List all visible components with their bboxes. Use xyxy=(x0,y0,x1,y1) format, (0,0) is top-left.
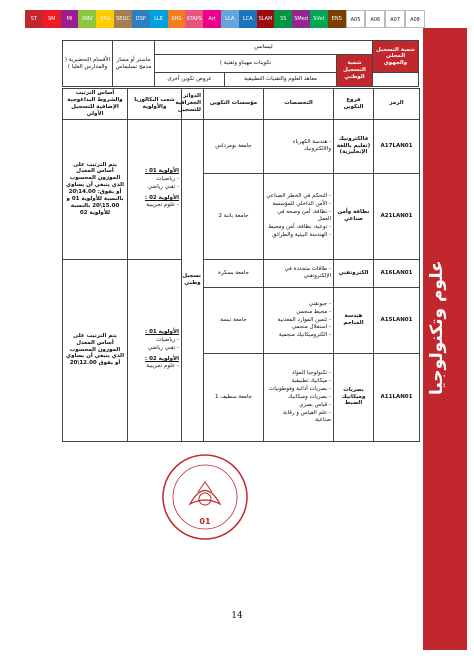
list-item: - ميكانيك تطبيقية xyxy=(266,378,331,386)
tab-segc[interactable]: SEGC xyxy=(114,10,132,28)
row-specialties xyxy=(264,259,334,287)
list-item: - الهندسة البيئية والطرائق xyxy=(266,231,331,239)
header-specialties: التخصصات xyxy=(264,89,334,120)
tab-shs[interactable]: SHS xyxy=(168,10,186,28)
list-item: - تكنولوجيا المواد xyxy=(266,370,331,378)
row-code: A21LAN01 xyxy=(374,173,420,259)
row-branch: هندسة المناجم xyxy=(334,287,374,353)
list-item: - تثمين الموارد المعدنية xyxy=(266,316,331,324)
tab-smed[interactable]: SMed xyxy=(292,10,310,28)
list-item: - الكتروميكانيك منجمية xyxy=(266,332,331,340)
list-item: - قياس بصري xyxy=(266,401,331,409)
tab-lle[interactable]: LLE xyxy=(150,10,168,28)
list-item: - علم القياس و رقابة صناعية xyxy=(266,409,331,424)
tab-sm[interactable]: SM xyxy=(43,10,61,28)
list-item: - جيوتقني xyxy=(266,300,331,308)
list-item: - توعية، نظافة، أمن ومحيط xyxy=(266,223,331,231)
row-institution: جامعة سطيف 1 xyxy=(204,353,264,441)
registration-type-table xyxy=(62,40,419,87)
tab-slam[interactable]: SLAM xyxy=(257,10,275,28)
list-item: - التحكم في الخطر الصناعي xyxy=(266,193,331,201)
tab-ss[interactable]: SS xyxy=(274,10,292,28)
row-specialties xyxy=(264,353,334,441)
basis-cell: يتم الترتيب على أساس المعدل الموزون المحسوب الذي ينبغي أن يساوي أو يفوق 12.00\20 xyxy=(63,259,128,441)
tab-snv[interactable]: SNV xyxy=(78,10,96,28)
mono-prof-cell: تكوينات مهيناو وتقنية ) xyxy=(155,54,337,73)
list-item: - تقني رياضي xyxy=(130,344,179,352)
applied-cell: معاهد العلوم والتقنيات التطبيقية xyxy=(225,73,337,87)
tab-a08[interactable]: A08 xyxy=(405,10,425,28)
row-specialties xyxy=(264,287,334,353)
row-institution: جامعة باتنة 2 xyxy=(204,173,264,259)
tab-staps[interactable]: STAPS xyxy=(185,10,203,28)
list-item: - الأمن الداخلي للمؤسسة xyxy=(266,201,331,209)
table-row xyxy=(63,119,420,173)
list-item: - طاقات متجددة في الإلكتروتقني xyxy=(266,266,331,281)
zone-cell: تسجيل وطني xyxy=(182,119,204,441)
filter-tabs xyxy=(25,10,425,28)
tab-a06[interactable]: A06 xyxy=(365,10,385,28)
prep-cell: الأقسام التحضيرية ( والمدارس العليا ) xyxy=(63,41,113,87)
master-cell: ماستر أو مسار مدمج تسليماس xyxy=(113,41,155,87)
list-item: - رياضيات xyxy=(130,336,179,344)
row-branch: بصريات وميكانيك الضبط xyxy=(334,353,374,441)
bac-cell: الأولوية 01 : - رياضيات - تقني رياضي الأولوية 02 : - علوم تجريبية xyxy=(128,119,182,259)
row-institution: جامعة تبسة xyxy=(204,287,264,353)
other-offers-cell: عروض تكوين أخرى xyxy=(155,73,225,87)
tab-lla[interactable]: LLA xyxy=(221,10,239,28)
list-item: - بصريات وميكانيك xyxy=(266,394,331,402)
row-specialties xyxy=(264,173,334,259)
tab-st[interactable]: ST xyxy=(25,10,43,28)
side-title: علوم وتكنولوجيا xyxy=(427,260,447,396)
row-code: A11LAN01 xyxy=(374,353,420,441)
tab-dsp[interactable]: DSP xyxy=(132,10,150,28)
row-code: A15LAN01 xyxy=(374,287,420,353)
list-item: - هندسة الكهرباء والالكترونيك xyxy=(266,139,331,154)
row-code: A16LAN01 xyxy=(374,259,420,287)
tab-ens[interactable]: ENS xyxy=(328,10,346,28)
tab-a05[interactable]: A05 xyxy=(346,10,366,28)
header-code: الرمز xyxy=(374,89,420,120)
row-institution: جامعة بومرداس xyxy=(204,119,264,173)
licence-cell: ليسانس xyxy=(155,41,373,55)
row-branch: الكتروتقني xyxy=(334,259,374,287)
tab-art[interactable]: Art xyxy=(203,10,221,28)
tab-svet[interactable]: SVet xyxy=(310,10,328,28)
row-branch: فالكترونيك (تعليم باللغة الإنجليزية) xyxy=(334,119,374,173)
list-item: - رياضيات xyxy=(130,175,179,183)
programs-table xyxy=(62,88,420,442)
header-branch: فروع التكوين xyxy=(334,89,374,120)
list-item: - علوم تجريبية xyxy=(130,363,179,371)
basis-cell: يتم الترتيب على أساس المعدل الموزون المحسوب الذي ينبغي أن يساوي أو يفوق: 14.00\20 بالنسبة للأولوية 01 و 15.00\20 بالنسبة للأولوية 02 xyxy=(63,119,128,259)
tab-a07[interactable]: A07 xyxy=(385,10,405,28)
row-institution: جامعة بسكرة xyxy=(204,259,264,287)
list-item: - بصريات أدائية وفوطونيات xyxy=(266,386,331,394)
tab-stu[interactable]: STU xyxy=(96,10,114,28)
row-specialties xyxy=(264,119,334,173)
tab-lca[interactable]: LCA xyxy=(239,10,257,28)
header-basis: أساس الترتيب والشروط البداغوجية الإضافية للتسجيل الأولي xyxy=(63,89,128,120)
header-bac: شعب البكالوريا والأولوية xyxy=(128,89,182,120)
row-branch: نظافة وأمن صناعي xyxy=(334,173,374,259)
tab-mi[interactable]: MI xyxy=(61,10,79,28)
ministry-seal-icon xyxy=(160,452,250,542)
list-item: - نظافة، أمن وصحة في العمل xyxy=(266,209,331,224)
empty-cell xyxy=(373,73,419,87)
national-registration-cell: شعبة التسجيل الوطني xyxy=(337,54,373,86)
page-number: 14 xyxy=(231,611,243,621)
seal-number: 01 xyxy=(199,517,211,526)
side-banner xyxy=(423,28,467,650)
table-row xyxy=(63,259,420,287)
list-item: - تقني رياضي xyxy=(130,183,179,191)
header-institutions: مؤسسات التكوين xyxy=(204,89,264,120)
local-registration-cell: شعبة التسجيل المحلي والجهوي xyxy=(373,41,419,73)
list-item: - استغلال منجمي xyxy=(266,324,331,332)
list-item: - محيط منجمي xyxy=(266,308,331,316)
header-zone: الدوائر الجغرافية للتسجيل xyxy=(182,89,204,120)
bac-cell: الأولوية 01 : - رياضيات - تقني رياضي الأولوية 02 : - علوم تجريبية xyxy=(128,259,182,441)
list-item: - علوم تجريبية xyxy=(130,202,179,210)
row-code: A17LAN01 xyxy=(374,119,420,173)
